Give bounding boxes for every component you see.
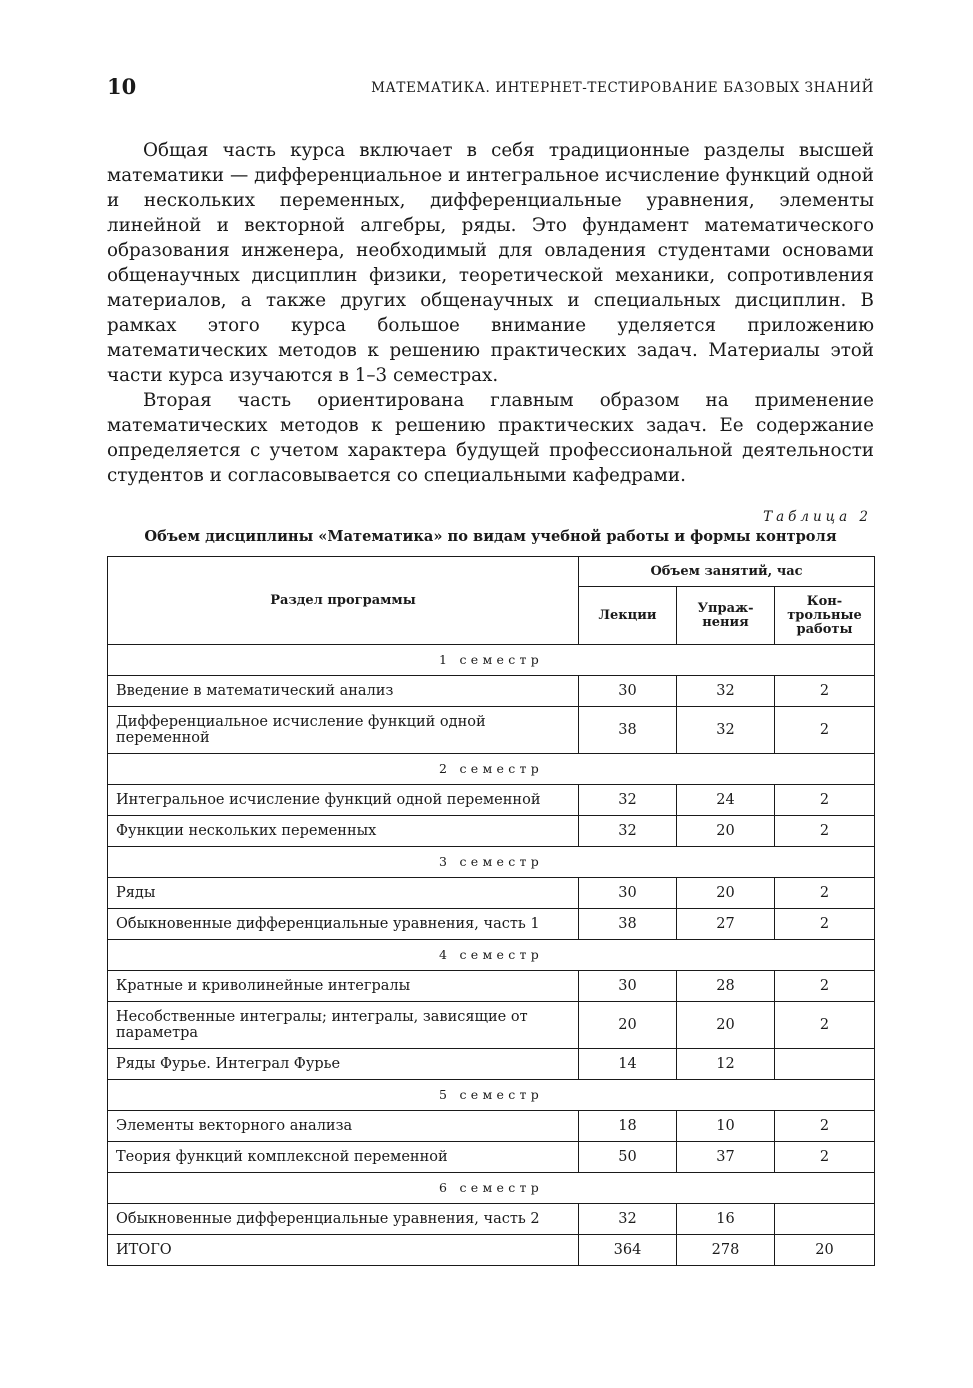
table-row [108, 909, 875, 940]
table-row [108, 785, 875, 816]
row-lectures: 32 [579, 816, 677, 847]
semester-heading: 2 семестр [108, 754, 875, 785]
row-section: Обыкновенные дифференциальные уравнения, часть 2 [108, 1204, 579, 1235]
row-exercises: 28 [677, 971, 775, 1002]
row-lectures: 32 [579, 785, 677, 816]
row-tests: 2 [775, 1111, 875, 1142]
table-row [108, 1204, 875, 1235]
header-volume: Объем занятий, час [579, 557, 875, 587]
row-tests [775, 1204, 875, 1235]
table-row [108, 1049, 875, 1080]
semester-heading: 4 семестр [108, 940, 875, 971]
row-tests: 2 [775, 1142, 875, 1173]
total-tests: 20 [775, 1235, 875, 1266]
row-section: Кратные и криволинейные интегралы [108, 971, 579, 1002]
semester-heading: 6 семестр [108, 1173, 875, 1204]
table-row [108, 1002, 875, 1049]
total-exercises: 278 [677, 1235, 775, 1266]
paragraph-1: Общая часть курса включает в себя традиционные разделы высшей математики — дифференциальное и интегральное исчисление функций одной и нескольких переменных, дифференциальные уравнения, элементы линейной и векторной алгебры, ряды. Это фундамент математического образования инженера, необходимый для овладения студентами основами общенаучных дисциплин физики, теоретической механики, сопротивления материалов, а также других общенаучных и специальных дисциплин. В рамках этого курса большое внимание уделяется приложению математических методов к решению практических задач. Материалы этой части курса изучаются в 1–3 семестрах. [107, 140, 874, 386]
table-caption: Объем дисциплины «Математика» по видам учебной работы и формы контроля [144, 528, 837, 545]
row-lectures: 30 [579, 878, 677, 909]
row-exercises: 27 [677, 909, 775, 940]
row-tests: 2 [775, 676, 875, 707]
curriculum-table [107, 556, 875, 1266]
row-section: Несобственные интегралы; интегралы, зависящие от параметра [108, 1002, 579, 1049]
row-lectures: 50 [579, 1142, 677, 1173]
row-exercises: 32 [677, 707, 775, 754]
row-section: Теория функций комплексной переменной [108, 1142, 579, 1173]
row-lectures: 20 [579, 1002, 677, 1049]
row-exercises: 20 [677, 878, 775, 909]
table-label: Таблица 2 [763, 509, 872, 525]
row-exercises: 10 [677, 1111, 775, 1142]
header-exercises: Упраж- нения [677, 587, 775, 645]
running-title: МАТЕМАТИКА. ИНТЕРНЕТ-ТЕСТИРОВАНИЕ БАЗОВЫХ ЗНАНИЙ [371, 80, 874, 96]
row-tests [775, 1049, 875, 1080]
row-section: Функции нескольких переменных [108, 816, 579, 847]
page-number: 10 [107, 74, 137, 99]
row-lectures: 38 [579, 707, 677, 754]
row-tests: 2 [775, 707, 875, 754]
header-lectures: Лекции [579, 587, 677, 645]
row-exercises: 20 [677, 1002, 775, 1049]
table-row [108, 878, 875, 909]
total-row [108, 1235, 875, 1266]
body-text [107, 138, 874, 488]
total-label: ИТОГО [108, 1235, 579, 1266]
row-tests: 2 [775, 1002, 875, 1049]
row-tests: 2 [775, 785, 875, 816]
row-lectures: 30 [579, 676, 677, 707]
total-lectures: 364 [579, 1235, 677, 1266]
row-tests: 2 [775, 878, 875, 909]
row-lectures: 32 [579, 1204, 677, 1235]
table-row [108, 1111, 875, 1142]
row-exercises: 12 [677, 1049, 775, 1080]
row-section: Ряды [108, 878, 579, 909]
paragraph-2: Вторая часть ориентирована главным образом на применение математических методов к решению практических задач. Ее содержание определяется с учетом характера будущей профессиональной деятельности студентов и согласовывается со специальными кафедрами. [107, 390, 874, 486]
table-row [108, 971, 875, 1002]
row-lectures: 18 [579, 1111, 677, 1142]
row-section: Ряды Фурье. Интеграл Фурье [108, 1049, 579, 1080]
row-section: Элементы векторного анализа [108, 1111, 579, 1142]
header-section: Раздел программы [108, 557, 579, 645]
semester-heading: 3 семестр [108, 847, 875, 878]
header-tests: Кон- трольные работы [775, 587, 875, 645]
row-tests: 2 [775, 971, 875, 1002]
row-section: Обыкновенные дифференциальные уравнения, часть 1 [108, 909, 579, 940]
row-section: Интегральное исчисление функций одной переменной [108, 785, 579, 816]
row-exercises: 32 [677, 676, 775, 707]
row-exercises: 37 [677, 1142, 775, 1173]
row-section: Введение в математический анализ [108, 676, 579, 707]
table-row [108, 676, 875, 707]
table-row [108, 816, 875, 847]
row-exercises: 24 [677, 785, 775, 816]
table-row [108, 707, 875, 754]
row-tests: 2 [775, 816, 875, 847]
row-lectures: 38 [579, 909, 677, 940]
table-row [108, 1142, 875, 1173]
row-lectures: 30 [579, 971, 677, 1002]
row-exercises: 16 [677, 1204, 775, 1235]
semester-heading: 5 семестр [108, 1080, 875, 1111]
row-tests: 2 [775, 909, 875, 940]
row-exercises: 20 [677, 816, 775, 847]
row-lectures: 14 [579, 1049, 677, 1080]
semester-heading: 1 семестр [108, 645, 875, 676]
row-section: Дифференциальное исчисление функций одной переменной [108, 707, 579, 754]
